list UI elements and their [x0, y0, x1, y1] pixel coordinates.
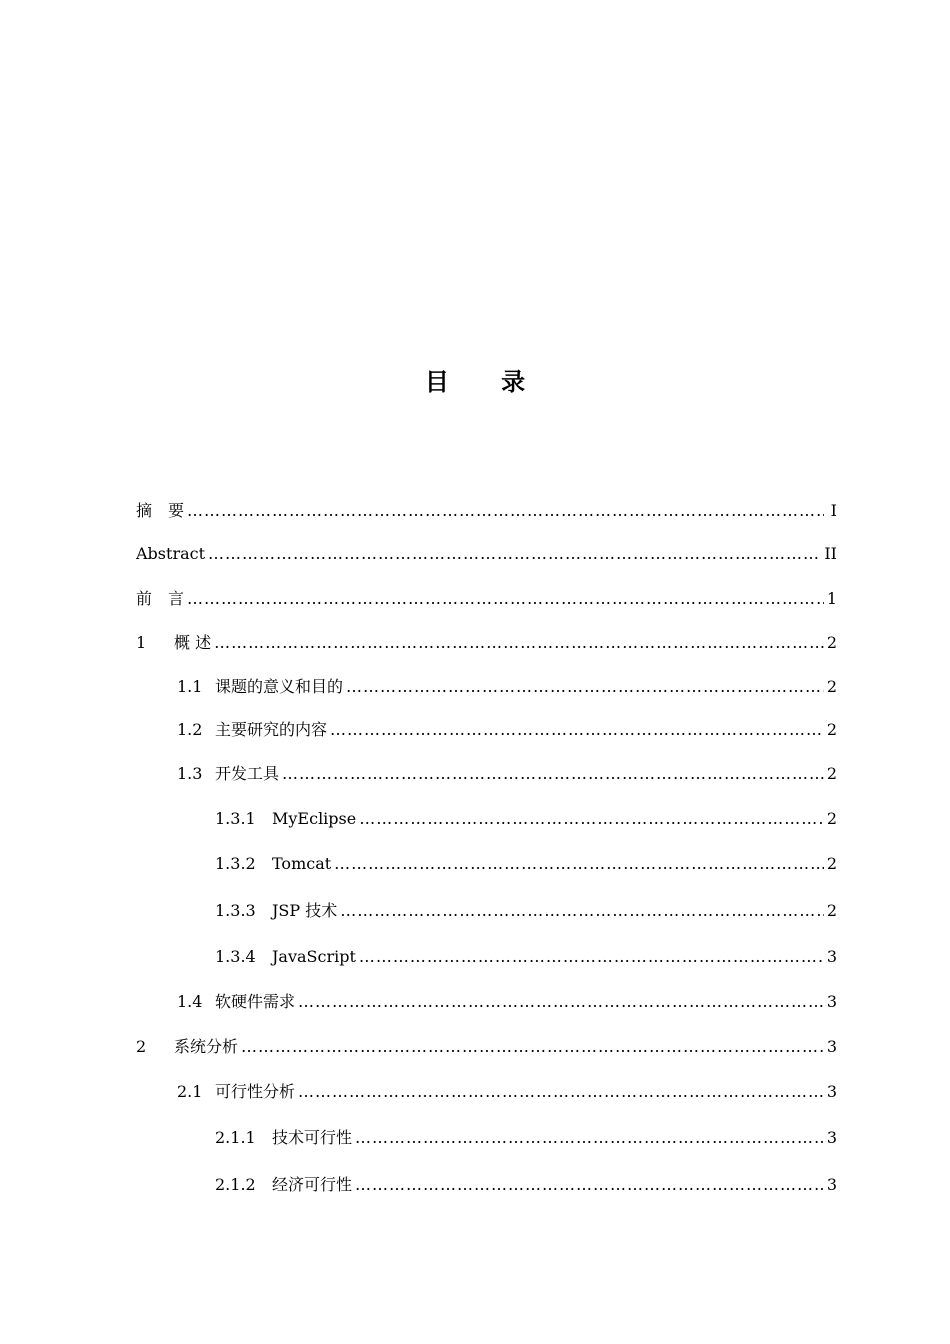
toc-entry-number: 1	[136, 633, 147, 652]
page-title: 目 录	[424, 368, 548, 396]
toc-leader-dots	[241, 1036, 824, 1058]
toc-entry-number: 2	[136, 1037, 147, 1056]
toc-entry-page: 3	[826, 1128, 837, 1147]
toc-entry-number: 1.3.1	[215, 809, 256, 828]
toc-entry-page: 2	[826, 854, 837, 873]
toc-entry-title: 概 述	[174, 633, 212, 652]
toc-entry[interactable]	[136, 588, 837, 610]
toc-leader-dots	[355, 1174, 824, 1196]
toc-leader-dots	[214, 632, 824, 654]
toc-leader-dots	[208, 543, 821, 565]
toc-entry[interactable]	[136, 632, 837, 654]
toc-leader-dots	[334, 853, 824, 875]
toc-entry-number: 1.1	[177, 677, 203, 696]
toc-entry[interactable]	[136, 1036, 837, 1058]
toc-entry-number: 2.1.1	[215, 1128, 256, 1147]
toc-entry[interactable]	[215, 1174, 837, 1196]
toc-leader-dots	[282, 763, 824, 785]
toc-leader-dots	[187, 500, 824, 522]
toc-entry-page: 3	[826, 1175, 837, 1194]
toc-leader-dots	[330, 719, 824, 741]
toc-entry-number: 1.3.4	[215, 947, 256, 966]
toc-entry[interactable]	[136, 500, 837, 522]
toc-entry-number: 1.3	[177, 764, 203, 783]
toc-leader-dots	[298, 991, 824, 1013]
toc-entry-title: MyEclipse	[272, 809, 357, 828]
toc-leader-dots	[359, 808, 824, 830]
toc-entry[interactable]	[177, 1081, 837, 1103]
toc-entry-page: 2	[826, 809, 837, 828]
toc-entry-page: 2	[826, 677, 837, 696]
toc-entry[interactable]	[177, 991, 837, 1013]
toc-entry-title: 前 言	[136, 589, 185, 608]
toc-entry-title: 经济可行性	[272, 1175, 353, 1194]
toc-entry-title: 可行性分析	[215, 1082, 296, 1101]
toc-entry[interactable]	[215, 853, 837, 875]
toc-leader-dots	[187, 588, 824, 610]
toc-entry-page: 2	[826, 901, 837, 920]
toc-entry-title: 技术可行性	[272, 1128, 353, 1147]
toc-leader-dots	[355, 1127, 824, 1149]
toc-entry-page: I	[830, 501, 837, 520]
toc-leader-dots	[346, 676, 824, 698]
toc-entry-page: 2	[826, 764, 837, 783]
toc-entry[interactable]	[177, 719, 837, 741]
toc-entry-title: 主要研究的内容	[215, 720, 328, 739]
toc-entry-page: 3	[826, 1082, 837, 1101]
toc-entry-page: 3	[826, 947, 837, 966]
toc-entry[interactable]	[177, 676, 837, 698]
toc-entry-page: 3	[826, 992, 837, 1011]
toc-leader-dots	[298, 1081, 824, 1103]
toc-entry-title: JavaScript	[272, 947, 356, 966]
toc-entry-page: 2	[826, 720, 837, 739]
toc-entry[interactable]	[215, 808, 837, 830]
toc-entry[interactable]	[177, 763, 837, 785]
toc-entry-number: 1.4	[177, 992, 203, 1011]
toc-entry-title: 软硬件需求	[215, 992, 296, 1011]
toc-entry-number: 2.1.2	[215, 1175, 256, 1194]
toc-entry[interactable]	[215, 1127, 837, 1149]
toc-entry[interactable]	[215, 946, 837, 968]
toc-entry-title: Tomcat	[272, 854, 332, 873]
toc-entry-number: 1.2	[177, 720, 203, 739]
toc-entry-page: 1	[826, 589, 837, 608]
toc-entry-title: 课题的意义和目的	[215, 677, 344, 696]
toc-entry[interactable]	[136, 543, 837, 565]
toc-entry-title: 系统分析	[174, 1037, 239, 1056]
toc-entry-title: 摘 要	[136, 501, 185, 520]
toc-entry-page: 2	[826, 633, 837, 652]
toc-entry-number: 1.3.3	[215, 901, 256, 920]
toc-entry-page: 3	[826, 1037, 837, 1056]
toc-entry-page: II	[824, 544, 837, 563]
toc-entry-title: Abstract	[136, 544, 206, 563]
toc-leader-dots	[359, 946, 824, 968]
toc-entry-number: 2.1	[177, 1082, 203, 1101]
toc-entry-title: JSP 技术	[272, 901, 338, 920]
toc-entry[interactable]	[215, 900, 837, 922]
toc-entry-title: 开发工具	[215, 764, 280, 783]
toc-leader-dots	[340, 900, 824, 922]
toc-entry-number: 1.3.2	[215, 854, 256, 873]
